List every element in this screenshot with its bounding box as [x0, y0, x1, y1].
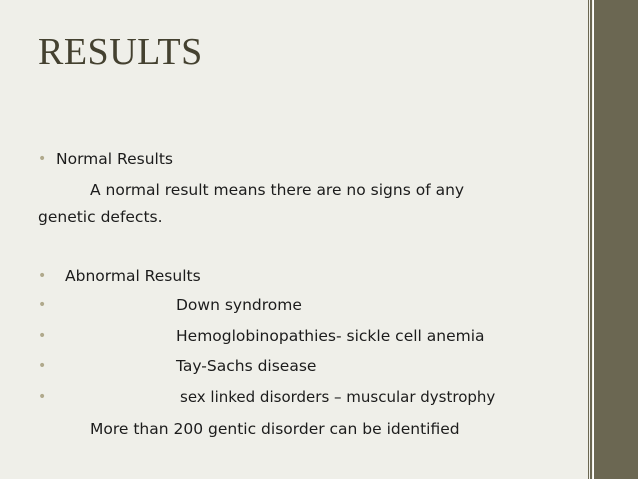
closing-text: More than 200 gentic disorder can be identified — [90, 420, 460, 438]
normal-results-text-line1: A normal result means there are no signs of any — [90, 181, 465, 199]
slide-title: RESULTS — [38, 31, 203, 73]
abnormal-results-heading: Abnormal Results — [65, 267, 201, 285]
sidebar-divider — [593, 0, 594, 479]
bullet-icon: • — [38, 151, 47, 167]
bullet-icon: • — [38, 358, 47, 374]
bullet-icon: • — [38, 389, 47, 405]
abnormal-item: Tay-Sachs disease — [176, 357, 317, 375]
normal-results-text-line2: genetic defects. — [38, 208, 163, 226]
bullet-icon: • — [38, 268, 47, 284]
sidebar-divider — [588, 0, 589, 479]
abnormal-item: sex linked disorders – muscular dystrophy — [180, 388, 496, 406]
decorative-sidebar — [594, 0, 638, 479]
bullet-icon: • — [38, 297, 47, 313]
abnormal-item: Down syndrome — [176, 296, 302, 314]
bullet-icon: • — [38, 328, 47, 344]
sidebar-divider — [590, 0, 592, 479]
normal-results-heading: Normal Results — [56, 150, 173, 168]
abnormal-item: Hemoglobinopathies- sickle cell anemia — [176, 327, 485, 345]
